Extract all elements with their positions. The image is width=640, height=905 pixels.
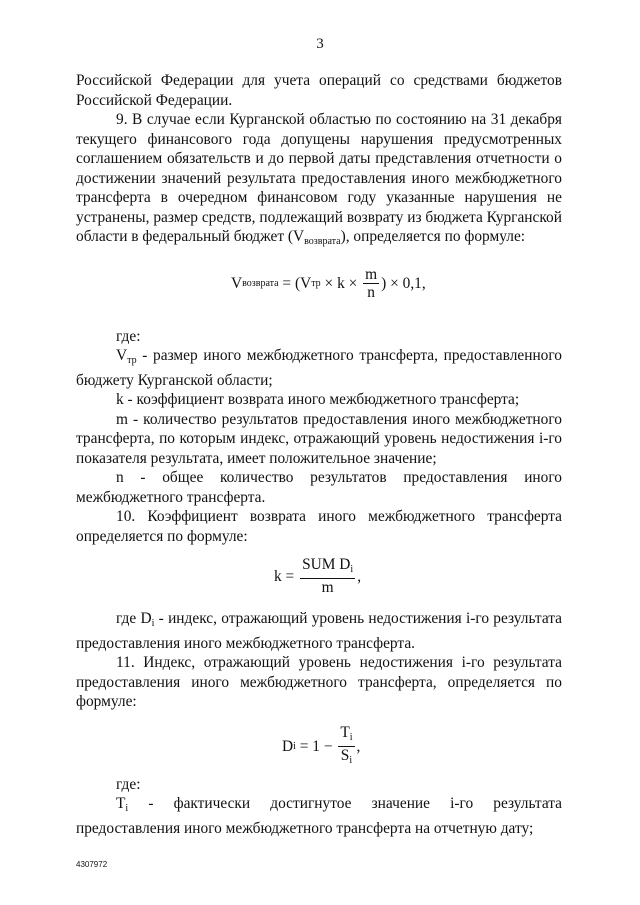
def-di — [76, 609, 562, 653]
formula2-num-text: SUM D — [302, 556, 351, 573]
def-n: n - общее количество результатов предоставления иного межбюджетного трансферта. — [76, 469, 562, 506]
def-ti — [76, 794, 562, 838]
formula1-lhs-sub: возврата — [242, 277, 279, 289]
formula3-den-sub: i — [349, 754, 353, 766]
def-di-sub: i — [151, 618, 155, 629]
formula3-den-text: S — [340, 746, 350, 764]
formula2-denominator: m — [321, 579, 334, 596]
where-label-2: где: — [116, 775, 141, 793]
formula3-num-text: T — [340, 723, 350, 741]
def-vtr-sub: тр — [127, 355, 137, 366]
formula1-lhs: V — [231, 274, 243, 292]
formula3-numerator — [338, 724, 354, 747]
formula-index — [76, 712, 562, 775]
def-di-text: - индекс, отражающий уровень недостижения i-го результата предоставления иного межбюджетного трансферта. — [76, 610, 563, 652]
formula-coefficient — [76, 546, 562, 609]
paragraph-10: 10. Коэффициент возврата иного межбюджетного трансферта определяется по формуле: — [76, 508, 562, 545]
def-vtr-var: V — [116, 347, 128, 364]
formula3-num-sub: i — [349, 731, 353, 743]
formula3-denominator — [339, 747, 354, 770]
document-code: 4307972 — [76, 860, 108, 869]
def-di-prefix: где D — [116, 610, 152, 627]
formula2-numerator — [300, 556, 355, 579]
formula2-fraction — [300, 556, 355, 597]
formula2-tail: , — [357, 567, 362, 585]
formula1-fraction — [363, 266, 379, 302]
def-vtr-text: - размер иного межбюджетного трансферта, предоставленного бюджету Курганской области; — [76, 347, 562, 389]
formula3-tail: , — [356, 737, 361, 755]
paragraph-continuation: Российской Федерации для учета операций со средствами бюджетов Российской Федерации. — [76, 72, 562, 109]
var-v-sub: возврата — [304, 236, 341, 247]
formula2-num-sub: i — [350, 564, 354, 575]
formula1-vtr-sub: тр — [311, 277, 321, 289]
paragraph-9 — [76, 110, 562, 252]
formula3-lhs-sub: i — [293, 740, 296, 752]
def-m: m - количество результатов предоставления иного межбюджетного трансферта, по которым индекс, отражающий уровень недостижения i-го показателя результата, имеет положительное значение; — [76, 410, 562, 467]
formula1-tail: ) × 0,1, — [381, 274, 426, 292]
paragraph-9-end: ), определяется по формуле: — [340, 228, 526, 245]
formula1-denominator: n — [367, 283, 375, 301]
formula1-mid: × k × — [320, 274, 362, 292]
var-v: V — [293, 228, 305, 245]
formula1-open: = (V — [278, 274, 312, 292]
formula3-fraction — [338, 724, 354, 770]
formula2-lhs: k = — [274, 567, 299, 585]
where-label-1: где: — [116, 327, 141, 345]
def-vtr — [76, 346, 562, 390]
page-number: 3 — [316, 36, 324, 52]
def-ti-var: T — [116, 795, 126, 812]
formula3-lhs: D — [282, 737, 294, 755]
paragraph-9-text: 9. В случае если Курганской областью по состоянию на 31 декабря текущего финансового года допущены нарушения предусмотренных соглашением обязательств и до первой даты представления отчетности о достижении значений результата предоставления иного межбюджетного трансферта в очередном финансовом году указанные нарушения не устранены, размер средств, подлежащий возврату из бюджета Курганской области в федеральный бюджет ( — [76, 111, 562, 245]
paragraph-11: 11. Индекс, отражающий уровень недостижения i-го результата предоставления иного межбюджетного трансферта, определяется по формуле: — [76, 654, 562, 710]
def-ti-text: - фактически достигнутое значение i-го результата предоставления иного межбюджетного трансферта на отчетную дату; — [76, 795, 562, 837]
def-k: k - коэффициент возврата иного межбюджетного трансферта; — [116, 391, 520, 408]
formula3-eq: = 1 − — [295, 737, 337, 755]
document-body — [76, 71, 562, 838]
def-ti-sub: i — [125, 803, 129, 814]
formula-return-amount — [76, 252, 562, 327]
formula1-numerator: m — [365, 265, 378, 283]
